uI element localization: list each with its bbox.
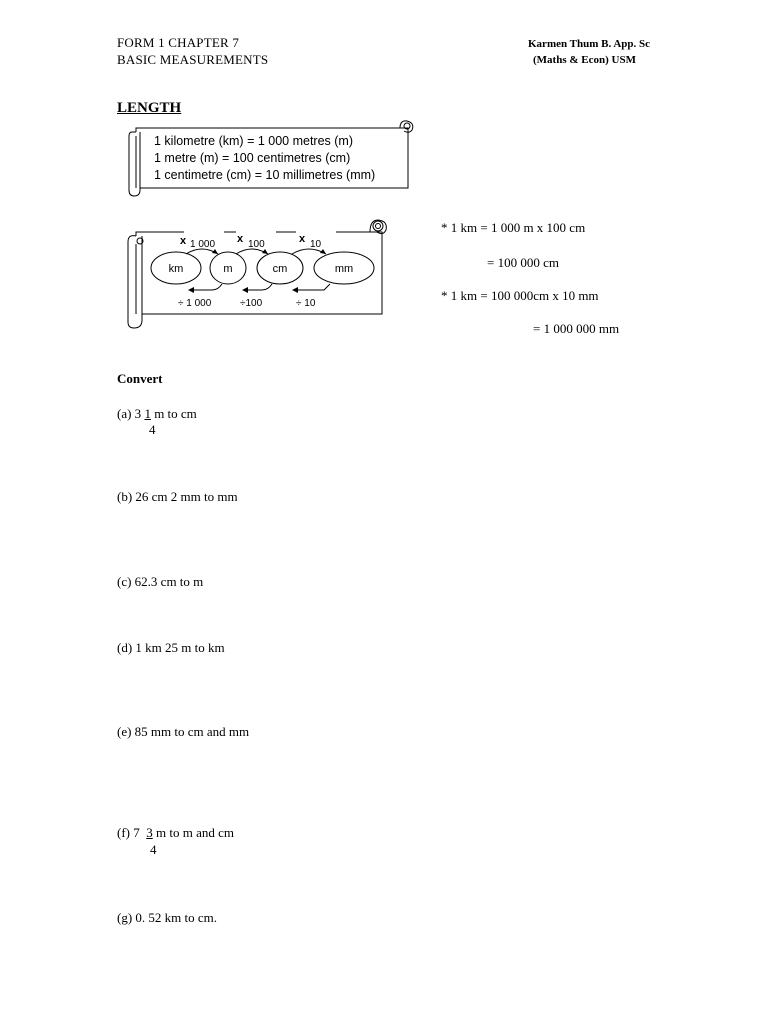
example-line-4: = 1 000 000 mm	[533, 321, 620, 336]
multiply-label-100: 100	[248, 239, 265, 250]
question-c: (c) 62.3 cm to m	[117, 574, 204, 589]
question-f	[117, 825, 234, 841]
multiply-label-1000: 1 000	[190, 239, 216, 250]
divide-label-1000: ÷ 1 000	[178, 298, 212, 309]
conversion-diagram	[124, 214, 394, 334]
example-line-2: = 100 000 cm	[487, 255, 559, 270]
question-b: (b) 26 cm 2 mm to mm	[117, 489, 238, 504]
chapter-label: FORM 1 CHAPTER 7	[117, 35, 240, 50]
question-g: (g) 0. 52 km to cm.	[117, 910, 218, 925]
question-d: (d) 1 km 25 m to km	[117, 640, 225, 655]
question-a	[117, 406, 197, 422]
divide-label-100: ÷100	[240, 298, 263, 309]
example-line-3: * 1 km = 100 000cm x 10 mm	[441, 288, 599, 303]
unit-cm-label: cm	[272, 263, 288, 275]
example-line-1: * 1 km = 1 000 m x 100 cm	[441, 220, 586, 235]
question-a-fraction-numerator: 1	[144, 406, 151, 421]
unit-m-label: m	[223, 263, 233, 275]
question-f-fraction-numerator: 3	[146, 825, 153, 840]
scroll-line-m: 1 metre (m) = 100 centimetres (cm)	[154, 151, 351, 165]
author-affiliation: (Maths & Econ) USM	[533, 54, 636, 66]
unit-km-label: km	[168, 263, 184, 275]
multiply-sign-1000: x	[180, 235, 187, 247]
convert-heading: Convert	[117, 371, 163, 386]
multiply-sign-100: x	[237, 233, 244, 245]
question-e: (e) 85 mm to cm and mm	[117, 724, 250, 739]
author-name: Karmen Thum B. App. Sc	[528, 38, 651, 50]
section-title: LENGTH	[117, 100, 182, 116]
question-a-label: (a) 3	[117, 406, 142, 421]
scroll-line-cm: 1 centimetre (cm) = 10 millimetres (mm)	[154, 168, 376, 182]
question-a-rest: m to cm	[154, 406, 197, 421]
scroll-line-km: 1 kilometre (km) = 1 000 metres (m)	[154, 134, 354, 148]
question-f-label: (f) 7	[117, 825, 140, 840]
multiply-sign-10: x	[299, 233, 306, 245]
divide-label-10: ÷ 10	[296, 298, 316, 309]
question-a-fraction-denominator: 4	[149, 422, 156, 437]
question-f-fraction-denominator: 4	[150, 842, 157, 857]
question-f-rest: m to m and cm	[156, 825, 234, 840]
unit-mm-label: mm	[334, 263, 354, 275]
chapter-subtitle: BASIC MEASUREMENTS	[117, 52, 269, 67]
multiply-label-10: 10	[310, 239, 322, 250]
